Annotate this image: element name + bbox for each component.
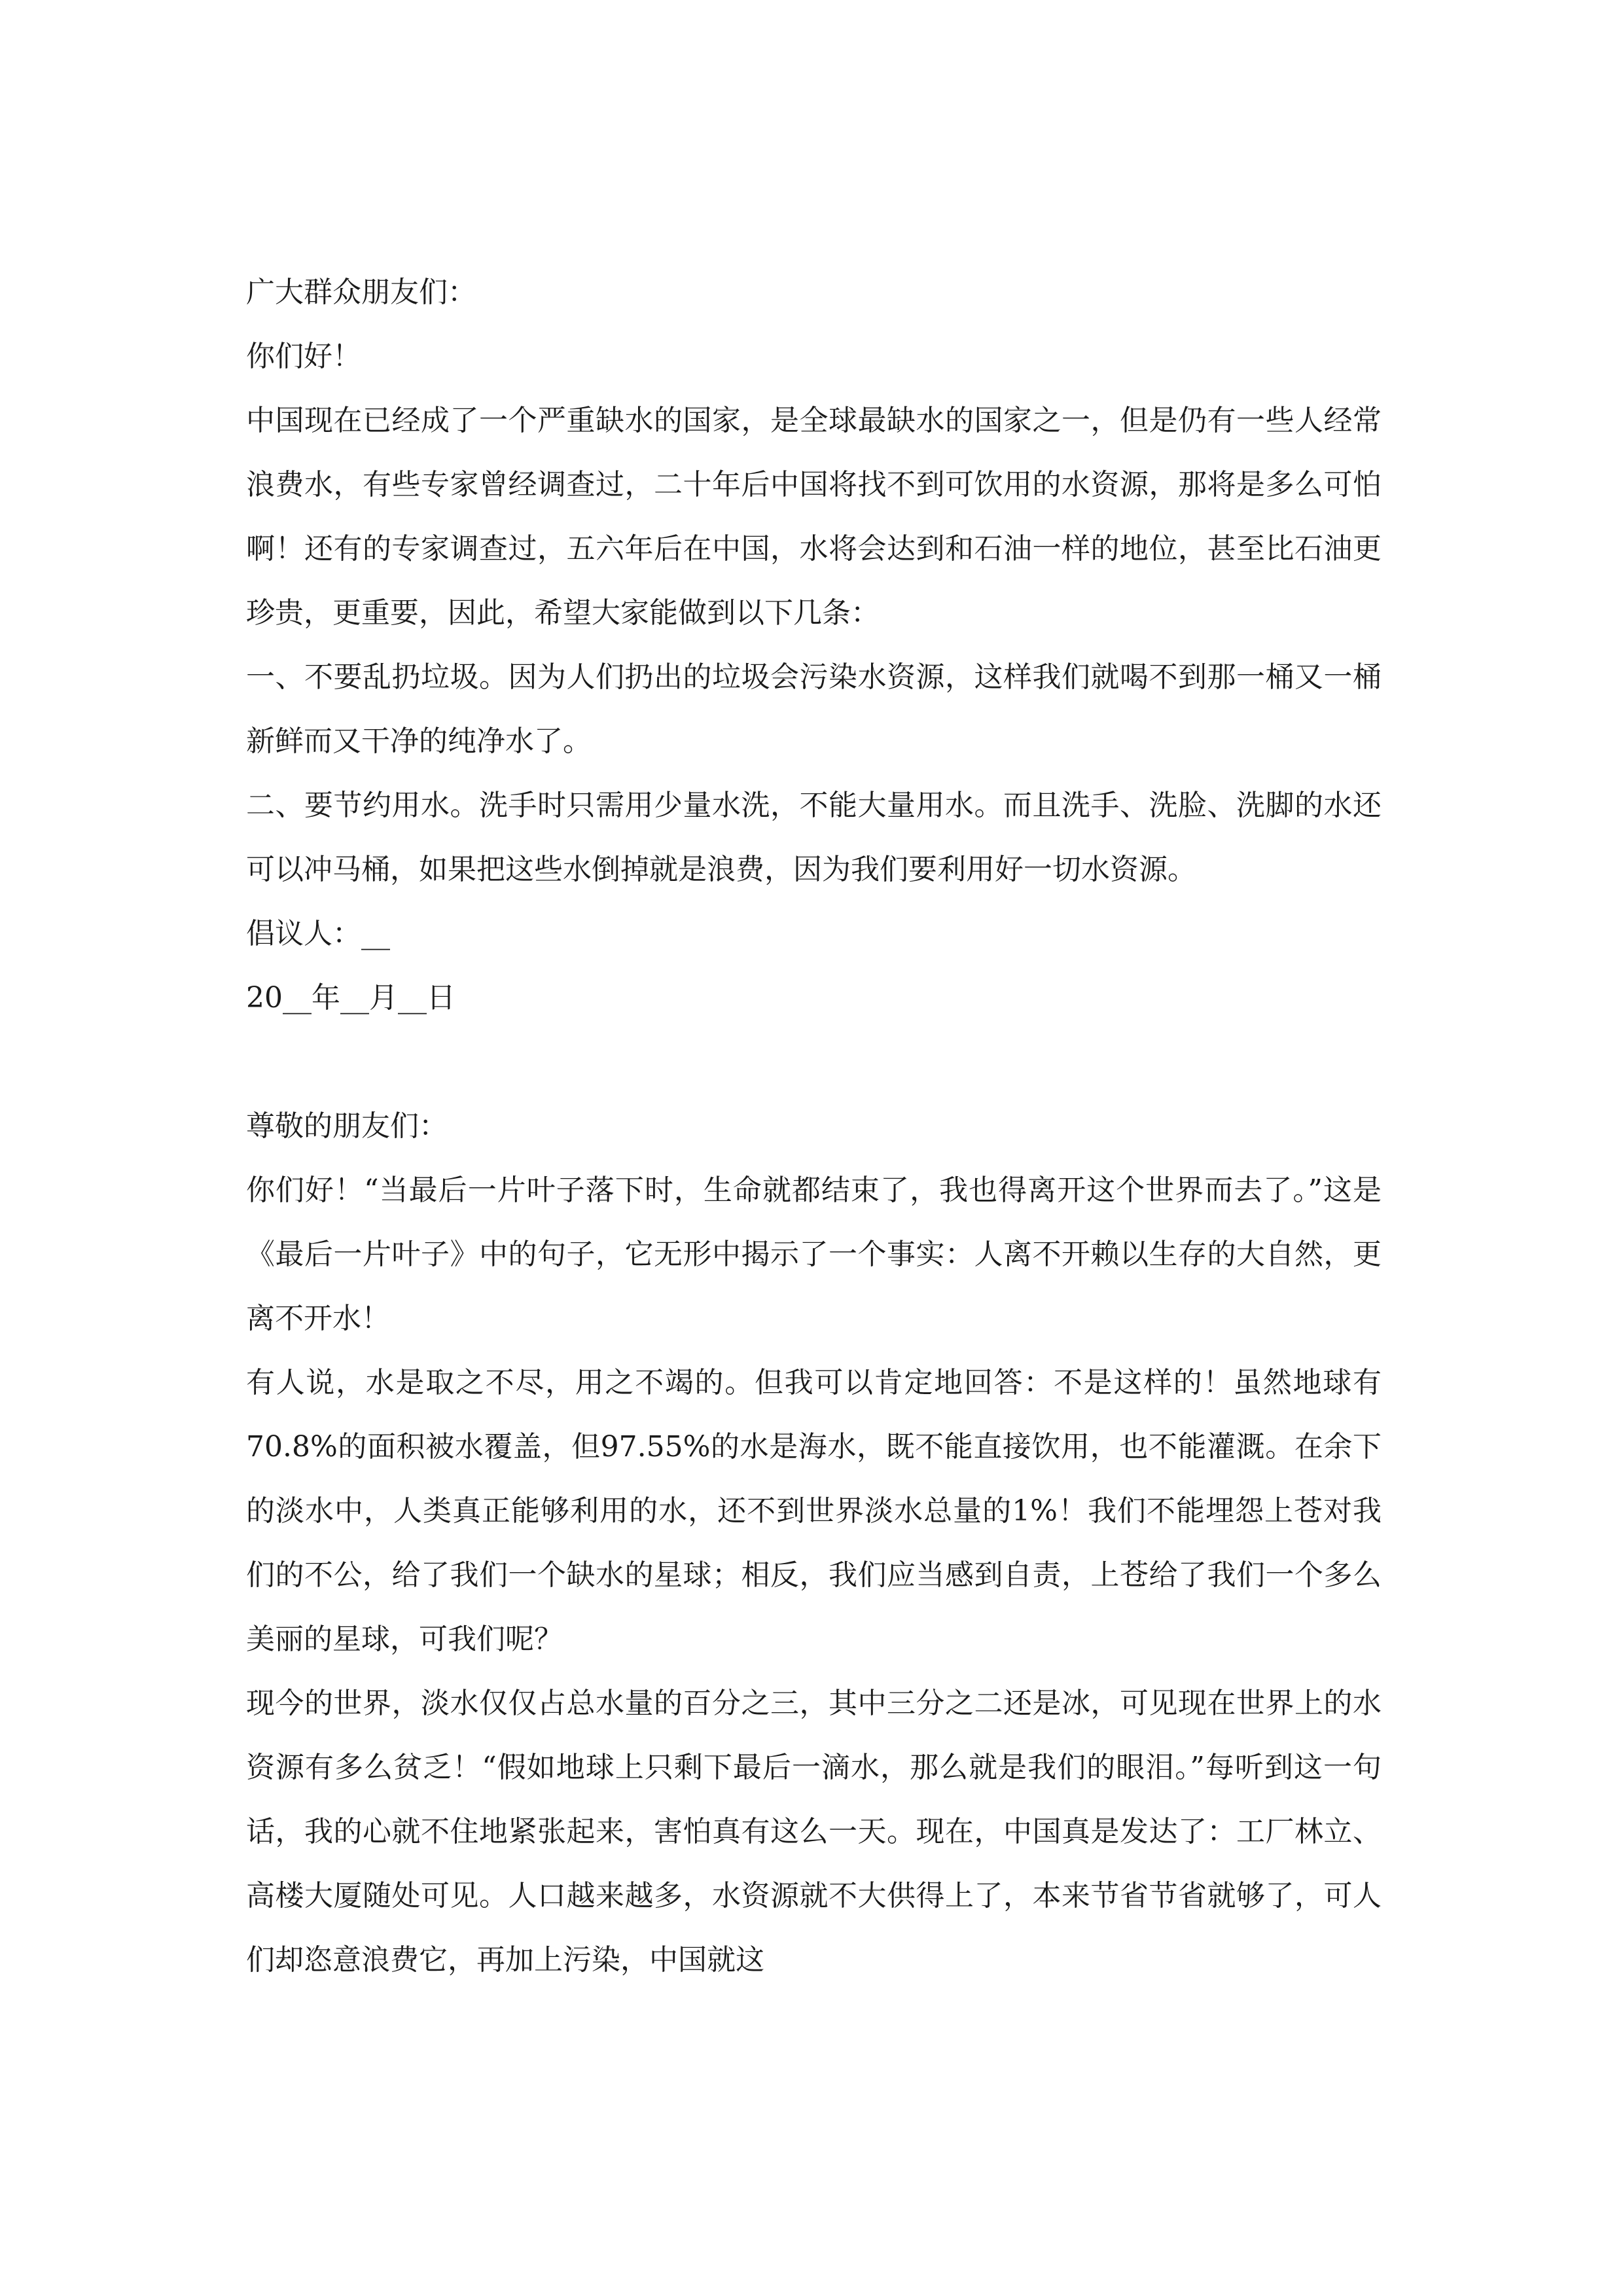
letter1-hello: 你们好！ (246, 340, 361, 373)
letter1-paragraph-1: 中国现在已经成了一个严重缺水的国家，是全球最缺水的国家之一，但是仍有一些人经常浪费水，有些专家曾经调查过，二十年后中国将找不到可饮用的水资源，那将是多么可怕啊！还有的专家调查过，五六年后在中国，水将会达到和石油一样的地位，甚至比石油更珍贵，更重要，因此，希望大家能做到以下几条： (246, 404, 1382, 630)
letter1-item-1: 一、不要乱扔垃圾。因为人们扔出的垃圾会污染水资源，这样我们就喝不到那一桶又一桶新鲜而又干净的纯净水了。 (246, 660, 1382, 758)
document-body (246, 260, 1382, 1992)
letter2-paragraph-3: 现今的世界，淡水仅仅占总水量的百分之三，其中三分之二还是冰，可见现在世界上的水资源有多么贫乏！“假如地球上只剩下最后一滴水，那么就是我们的眼泪。”每听到这一句话，我的心就不住地紧张起来，害怕真有这么一天。现在，中国真是发达了：工厂林立、高楼大厦随处可见。人口越来越多，水资源就不大供得上了，本来节省节省就够了，可人们却恣意浪费它，再加上污染，中国就这 (246, 1687, 1382, 1977)
letter2-greeting: 尊敬的朋友们： (246, 1109, 448, 1143)
letter1-proposer: 倡议人：__ (246, 917, 390, 950)
section-spacer (246, 1030, 1382, 1094)
letter1-item-2: 二、要节约用水。洗手时只需用少量水洗，不能大量用水。而且洗手、洗脸、洗脚的水还可以冲马桶，如果把这些水倒掉就是浪费，因为我们要利用好一切水资源。 (246, 789, 1382, 886)
letter1-greeting: 广大群众朋友们： (246, 276, 476, 309)
letter2-paragraph-2: 有人说，水是取之不尽，用之不竭的。但我可以肯定地回答：不是这样的！虽然地球有70.8%的面积被水覆盖，但97.55%的水是海水，既不能直接饮用，也不能灌溉。在余下的淡水中，人类真正能够利用的水，还不到世界淡水总量的1%！我们不能埋怨上苍对我们的不公，给了我们一个缺水的星球；相反，我们应当感到自责，上苍给了我们一个多么美丽的星球，可我们呢？ (246, 1366, 1382, 1656)
letter1-date: 20__年__月__日 (246, 981, 455, 1014)
letter2-paragraph-1: 你们好！“当最后一片叶子落下时，生命就都结束了，我也得离开这个世界而去了。”这是《最后一片叶子》中的句子，它无形中揭示了一个事实：人离不开赖以生存的大自然，更离不开水！ (246, 1174, 1382, 1335)
